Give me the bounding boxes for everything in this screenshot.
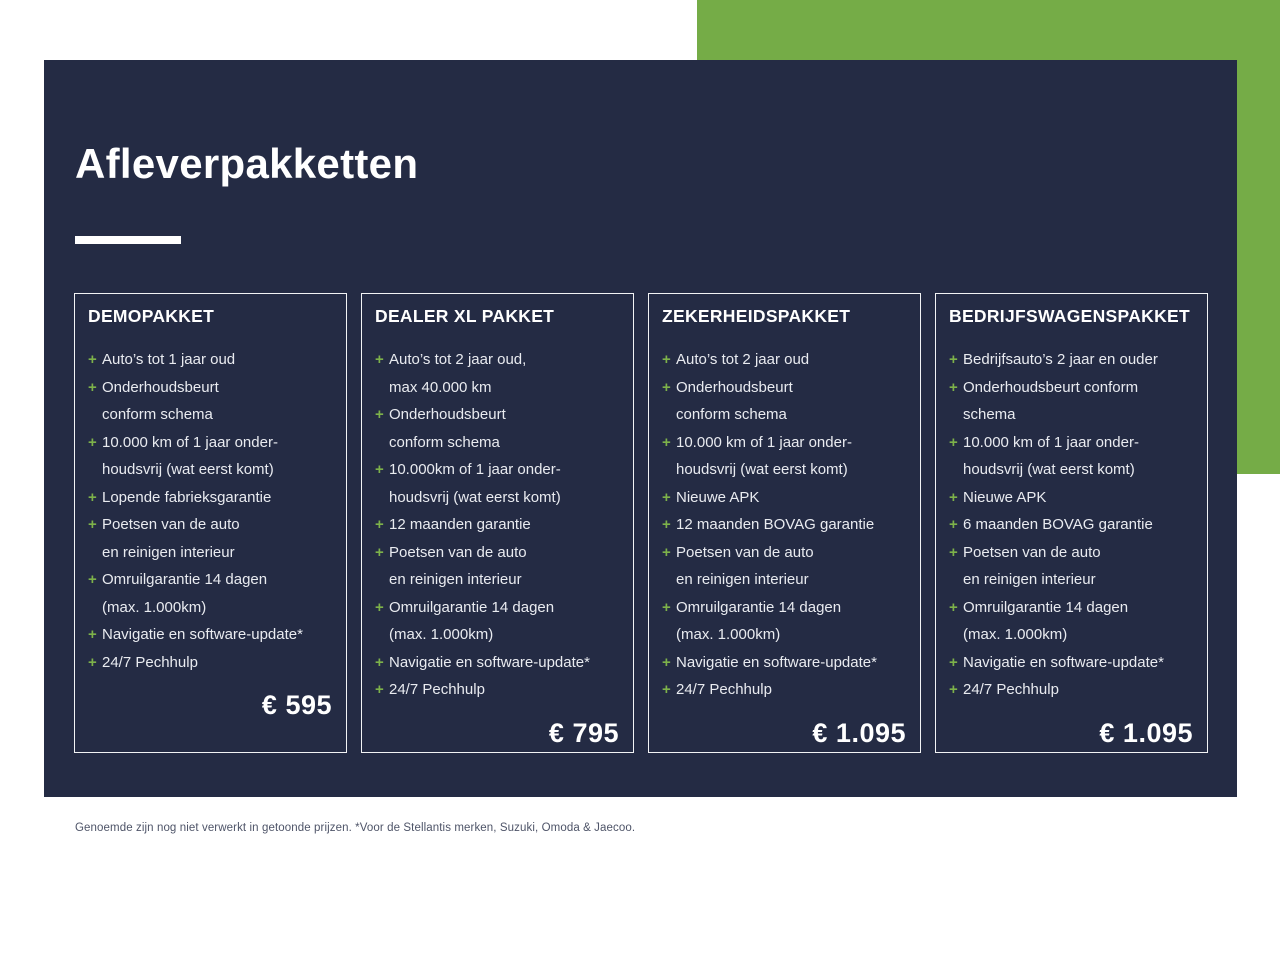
feature-item [375, 511, 619, 539]
package-name: DEMOPAKKET [88, 306, 215, 326]
feature-line: Navigatie en software-update* [389, 653, 590, 671]
feature-text [676, 429, 852, 484]
plus-icon: + [949, 516, 958, 533]
feature-line: Onderhoudsbeurt [102, 378, 219, 396]
feature-text [102, 649, 198, 677]
feature-line: schema [963, 406, 1016, 423]
feature-line: Auto’s tot 2 jaar oud [676, 351, 810, 368]
feature-line: 10.000 km of 1 jaar onder- [963, 433, 1139, 451]
package-price: € 1.095 [812, 717, 906, 748]
feature-line: en reinigen interieur [963, 571, 1096, 588]
packages-row [74, 293, 1208, 753]
feature-line: 24/7 Pechhulp [963, 681, 1059, 698]
feature-line: (max. 1.000km) [963, 626, 1068, 643]
plus-icon: + [662, 351, 671, 368]
feature-text [389, 346, 526, 401]
plus-icon: + [88, 433, 97, 451]
feature-line: houdsvrij (wat eerst komt) [676, 461, 848, 478]
feature-item [662, 429, 906, 484]
feature-line: Onderhoudsbeurt [676, 378, 793, 396]
plus-icon: + [88, 378, 97, 396]
plus-icon: + [375, 681, 384, 698]
feature-item [88, 621, 332, 649]
feature-line: 24/7 Pechhulp [389, 681, 485, 698]
feature-item [949, 374, 1193, 429]
feature-item [949, 649, 1193, 677]
feature-line: Omruilgarantie 14 dagen [676, 598, 842, 616]
feature-line: Poetsen van de auto [102, 516, 240, 533]
feature-item [88, 511, 332, 566]
plus-icon: + [662, 433, 671, 451]
feature-line: Auto’s tot 2 jaar oud, [389, 351, 527, 368]
feature-text [102, 621, 303, 649]
feature-text [963, 649, 1164, 677]
feature-item [88, 484, 332, 512]
page-title: Afleverpakketten [75, 140, 419, 187]
feature-text [676, 649, 877, 677]
feature-line: Onderhoudsbeurt conform [963, 378, 1139, 396]
feature-text [389, 649, 590, 677]
plus-icon: + [949, 351, 958, 368]
feature-line: 12 maanden BOVAG garantie [676, 516, 875, 533]
feature-line: Omruilgarantie 14 dagen [102, 571, 268, 588]
feature-line: Nieuwe APK [963, 488, 1047, 506]
feature-text [963, 374, 1138, 429]
feature-line: Poetsen van de auto [389, 543, 527, 561]
feature-item [88, 374, 332, 429]
feature-line: houdsvrij (wat eerst komt) [102, 461, 274, 478]
feature-item [375, 401, 619, 456]
feature-text [963, 539, 1101, 594]
feature-line: Poetsen van de auto [963, 543, 1101, 561]
feature-item [662, 511, 906, 539]
plus-icon: + [375, 598, 384, 616]
package-card [648, 293, 921, 753]
feature-line: en reinigen interieur [389, 571, 522, 588]
feature-item [375, 539, 619, 594]
package-name: DEALER XL PAKKET [375, 306, 555, 326]
plus-icon: + [949, 598, 958, 616]
plus-icon: + [662, 488, 671, 506]
feature-line: Poetsen van de auto [676, 543, 814, 561]
feature-text [102, 374, 219, 429]
feature-item [375, 649, 619, 677]
feature-line: 6 maanden BOVAG garantie [963, 516, 1153, 533]
feature-line: max 40.000 km [389, 378, 492, 396]
feature-list [88, 346, 332, 676]
feature-text [676, 374, 793, 429]
plus-icon: + [662, 543, 671, 561]
feature-line: 24/7 Pechhulp [102, 653, 198, 671]
feature-item [88, 566, 332, 621]
feature-list [662, 346, 906, 704]
plus-icon: + [375, 351, 384, 368]
plus-icon: + [949, 653, 958, 671]
feature-text [676, 511, 874, 539]
feature-list [949, 346, 1193, 704]
feature-line: Nieuwe APK [676, 488, 760, 506]
plus-icon: + [662, 598, 671, 616]
feature-text [102, 484, 271, 512]
feature-text [963, 676, 1059, 704]
package-name: ZEKERHEIDSPAKKET [662, 306, 851, 326]
feature-item [88, 649, 332, 677]
feature-line: Navigatie en software-update* [676, 653, 877, 671]
feature-item [949, 511, 1193, 539]
plus-icon: + [662, 681, 671, 698]
plus-icon: + [949, 681, 958, 698]
feature-item [949, 676, 1193, 704]
feature-text [389, 594, 554, 649]
feature-item [949, 429, 1193, 484]
plus-icon: + [662, 653, 671, 671]
feature-text [963, 511, 1153, 539]
feature-item [375, 346, 619, 401]
feature-text [389, 456, 561, 511]
feature-item [375, 594, 619, 649]
package-name: BEDRIJFSWAGENSPAKKET [949, 306, 1190, 326]
feature-item [375, 676, 619, 704]
feature-text [102, 429, 278, 484]
package-card [935, 293, 1208, 753]
feature-line: 10.000km of 1 jaar onder- [389, 461, 561, 478]
plus-icon: + [88, 351, 97, 368]
plus-icon: + [88, 653, 97, 671]
feature-item [949, 539, 1193, 594]
feature-text [676, 484, 759, 512]
plus-icon: + [949, 488, 958, 506]
feature-item [949, 594, 1193, 649]
feature-text [676, 594, 841, 649]
feature-line: Onderhoudsbeurt [389, 406, 506, 423]
feature-text [389, 676, 485, 704]
plus-icon: + [375, 406, 384, 423]
plus-icon: + [949, 543, 958, 561]
feature-item [88, 346, 332, 374]
feature-text [676, 676, 772, 704]
feature-text [389, 511, 531, 539]
feature-text [102, 346, 235, 374]
feature-line: 12 maanden garantie [389, 516, 531, 533]
feature-item [375, 456, 619, 511]
plus-icon: + [949, 433, 958, 451]
feature-item [662, 594, 906, 649]
plus-icon: + [88, 571, 97, 588]
feature-item [662, 539, 906, 594]
feature-line: 24/7 Pechhulp [676, 681, 772, 698]
plus-icon: + [949, 378, 958, 396]
feature-text [102, 511, 240, 566]
feature-line: (max. 1.000km) [676, 626, 781, 643]
plus-icon: + [375, 516, 384, 533]
feature-line: conform schema [389, 433, 500, 451]
feature-item [949, 484, 1193, 512]
feature-text [963, 594, 1128, 649]
feature-item [662, 374, 906, 429]
feature-text [389, 401, 506, 456]
feature-line: conform schema [676, 406, 787, 423]
feature-text [102, 566, 267, 621]
package-price: € 795 [548, 717, 619, 748]
plus-icon: + [88, 626, 97, 643]
plus-icon: + [375, 461, 384, 478]
package-price: € 595 [261, 690, 332, 720]
feature-item [662, 649, 906, 677]
feature-text [389, 539, 527, 594]
feature-text [676, 539, 814, 594]
feature-line: 10.000 km of 1 jaar onder- [102, 433, 278, 451]
feature-list [375, 346, 619, 704]
package-card [74, 293, 347, 753]
feature-line: Navigatie en software-update* [963, 653, 1164, 671]
plus-icon: + [88, 488, 97, 506]
package-card [361, 293, 634, 753]
feature-text [963, 346, 1158, 374]
feature-text [676, 346, 809, 374]
feature-line: Navigatie en software-update* [102, 626, 303, 643]
feature-line: houdsvrij (wat eerst komt) [389, 488, 561, 506]
feature-line: (max. 1.000km) [389, 626, 494, 643]
plus-icon: + [375, 653, 384, 671]
feature-text [963, 429, 1139, 484]
feature-item [662, 346, 906, 374]
feature-item [662, 484, 906, 512]
feature-line: conform schema [102, 406, 213, 423]
feature-item [662, 676, 906, 704]
feature-item [949, 346, 1193, 374]
feature-line: Omruilgarantie 14 dagen [963, 598, 1129, 616]
feature-line: houdsvrij (wat eerst komt) [963, 461, 1135, 478]
title-underline [75, 236, 181, 244]
feature-line: Lopende fabrieksgarantie [102, 488, 272, 506]
plus-icon: + [375, 543, 384, 561]
feature-line: 10.000 km of 1 jaar onder- [676, 433, 852, 451]
footnote: Genoemde zijn nog niet verwerkt in getoonde prijzen. *Voor de Stellantis merken, Suzuki, Omoda & Jaecoo. [75, 822, 636, 834]
feature-line: en reinigen interieur [676, 571, 809, 588]
feature-line: Omruilgarantie 14 dagen [389, 598, 555, 616]
feature-line: Auto’s tot 1 jaar oud [102, 351, 236, 368]
feature-text [963, 484, 1046, 512]
feature-line: en reinigen interieur [102, 543, 235, 561]
package-price: € 1.095 [1099, 717, 1193, 748]
feature-line: (max. 1.000km) [102, 598, 207, 616]
plus-icon: + [662, 516, 671, 533]
feature-line: Bedrijfsauto’s 2 jaar en ouder [963, 351, 1158, 368]
plus-icon: + [88, 516, 97, 533]
plus-icon: + [662, 378, 671, 396]
main-panel [44, 60, 1237, 797]
feature-item [88, 429, 332, 484]
